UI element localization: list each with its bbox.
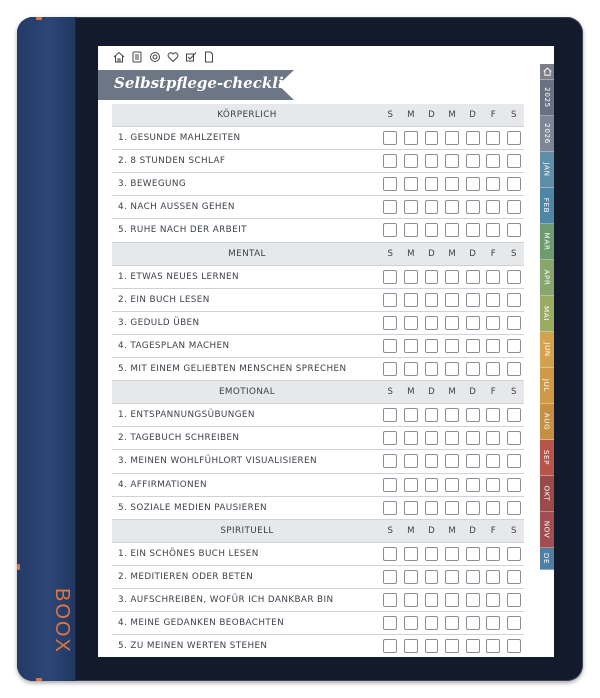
weekday-label: F — [490, 248, 496, 259]
day-checkbox[interactable] — [404, 570, 418, 584]
day-checkbox[interactable] — [425, 501, 439, 515]
day-checkbox[interactable] — [404, 547, 418, 561]
weekday-label: M — [448, 387, 456, 398]
day-checkbox[interactable] — [507, 339, 521, 353]
checklist-item-label: 1. GESUNDE MAHLZEITEN — [118, 133, 241, 144]
day-checkbox[interactable] — [383, 316, 397, 330]
day-checkbox[interactable] — [425, 547, 439, 561]
weekday-label: D — [428, 387, 435, 398]
day-checkbox[interactable] — [486, 454, 500, 468]
checklist-item-label: 2. 8 STUNDEN SCHLAF — [118, 156, 226, 167]
day-checkbox[interactable] — [383, 431, 397, 445]
weekday-label: D — [428, 110, 435, 120]
weekday-label: D — [469, 110, 476, 120]
day-checkbox[interactable] — [383, 200, 397, 214]
day-checkbox[interactable] — [445, 593, 459, 607]
day-checkbox[interactable] — [404, 293, 418, 307]
day-checkbox[interactable] — [404, 339, 418, 353]
checklist-row — [112, 612, 524, 635]
checklist-row — [112, 450, 524, 473]
day-checkbox[interactable] — [425, 316, 439, 330]
weekday-label: S — [511, 110, 517, 120]
day-checkbox[interactable] — [466, 131, 480, 145]
day-checkbox[interactable] — [507, 293, 521, 307]
checkbox-group — [380, 589, 524, 611]
day-checkbox[interactable] — [445, 316, 459, 330]
checkbox-group — [380, 173, 524, 195]
checklist-item-label: 4. AFFIRMATIONEN — [118, 479, 207, 490]
weekday-label: S — [511, 525, 517, 536]
checklist-row — [112, 635, 524, 657]
tab-label: AUG — [542, 412, 552, 431]
weekday-label: F — [490, 110, 496, 120]
day-checkbox[interactable] — [486, 570, 500, 584]
tab-label: MAI — [542, 305, 552, 322]
day-checkbox[interactable] — [425, 454, 439, 468]
weekday-label: D — [469, 248, 476, 259]
day-checkbox[interactable] — [466, 454, 480, 468]
day-checkbox[interactable] — [445, 431, 459, 445]
day-checkbox[interactable] — [383, 593, 397, 607]
checkbox-group — [380, 196, 524, 218]
day-checkbox[interactable] — [507, 454, 521, 468]
target-icon[interactable] — [148, 49, 162, 65]
day-checkbox[interactable] — [466, 408, 480, 422]
day-checkbox[interactable] — [425, 478, 439, 492]
day-checkbox[interactable] — [383, 362, 397, 376]
day-checkbox[interactable] — [466, 431, 480, 445]
day-checkbox[interactable] — [507, 154, 521, 168]
day-checkbox[interactable] — [425, 270, 439, 284]
weekday-label: M — [448, 525, 456, 536]
weekday-header — [380, 520, 524, 542]
checkbox-group — [380, 497, 524, 519]
day-checkbox[interactable] — [486, 154, 500, 168]
day-checkbox[interactable] — [425, 293, 439, 307]
day-checkbox[interactable] — [404, 154, 418, 168]
section-title: EMOTIONAL — [218, 387, 276, 398]
section-header — [112, 104, 524, 127]
day-checkbox[interactable] — [486, 408, 500, 422]
checklist-row — [112, 404, 524, 427]
day-checkbox[interactable] — [445, 270, 459, 284]
weekday-label: S — [387, 248, 394, 259]
day-checkbox[interactable] — [404, 478, 418, 492]
checkbox-group — [380, 266, 524, 288]
day-checkbox[interactable] — [383, 501, 397, 515]
checklist-row — [112, 196, 524, 219]
day-checkbox[interactable] — [486, 339, 500, 353]
cover-accent-middle — [17, 564, 20, 570]
tab-label: JAN — [542, 162, 552, 177]
checkbox-group — [380, 612, 524, 634]
day-checkbox[interactable] — [507, 593, 521, 607]
day-checkbox[interactable] — [507, 478, 521, 492]
day-checkbox[interactable] — [425, 339, 439, 353]
day-checkbox[interactable] — [404, 177, 418, 191]
section-title: MENTAL — [228, 248, 266, 259]
tab-jul[interactable] — [540, 368, 554, 404]
checkbox-group — [380, 450, 524, 472]
day-checkbox[interactable] — [466, 316, 480, 330]
weekday-header — [380, 104, 524, 126]
day-checkbox[interactable] — [383, 131, 397, 145]
weekday-label: M — [448, 110, 456, 120]
tab-label: JUN — [542, 342, 552, 357]
weekday-label: S — [511, 387, 517, 398]
day-checkbox[interactable] — [383, 408, 397, 422]
checklist-row — [112, 497, 524, 520]
section-header — [112, 381, 524, 404]
checklist-row — [112, 150, 524, 173]
checkbox-group — [380, 404, 524, 426]
checklist-table — [112, 104, 524, 657]
checkbox-group — [380, 289, 524, 311]
tab-label: 2025 — [542, 87, 552, 108]
day-checkbox[interactable] — [486, 547, 500, 561]
day-checkbox[interactable] — [507, 408, 521, 422]
weekday-label: D — [469, 387, 476, 398]
home-icon[interactable] — [112, 49, 126, 65]
weekday-label: D — [469, 525, 476, 536]
weekday-label: S — [387, 110, 394, 120]
day-checkbox[interactable] — [404, 316, 418, 330]
day-checkbox[interactable] — [445, 223, 459, 237]
weekday-label: S — [387, 387, 394, 398]
checklist-row — [112, 427, 524, 450]
checklist-item-label: 5. SOZIALE MEDIEN PAUSIEREN — [118, 502, 268, 513]
day-checkbox[interactable] — [425, 639, 439, 653]
day-checkbox[interactable] — [507, 570, 521, 584]
day-checkbox[interactable] — [425, 593, 439, 607]
weekday-label: F — [490, 525, 496, 536]
day-checkbox[interactable] — [445, 154, 459, 168]
checklist-row — [112, 127, 524, 150]
checklist-item-label: 5. RUHE NACH DER ARBEIT — [118, 225, 247, 236]
day-checkbox[interactable] — [486, 616, 500, 630]
tab-label: FEB — [542, 197, 552, 214]
weekday-label: S — [387, 525, 394, 536]
checkbox-group — [380, 335, 524, 357]
checkbox-group — [380, 427, 524, 449]
day-checkbox[interactable] — [507, 616, 521, 630]
checklist-row — [112, 266, 524, 289]
checklist-item-label: 2. MEDITIEREN ODER BETEN — [118, 571, 254, 582]
day-checkbox[interactable] — [383, 639, 397, 653]
day-checkbox[interactable] — [404, 200, 418, 214]
checklist-item-label: 3. MEINEN WOHLFÜHLORT VISUALISIEREN — [118, 456, 317, 467]
tab-feb[interactable] — [540, 188, 554, 224]
day-checkbox[interactable] — [507, 200, 521, 214]
day-checkbox[interactable] — [486, 270, 500, 284]
checklist-row — [112, 312, 524, 335]
checkbox-group — [380, 312, 524, 334]
weekday-label: D — [428, 248, 435, 259]
tab-2026[interactable] — [540, 116, 554, 152]
checklist-item-label: 3. AUFSCHREIBEN, WOFÜR ICH DANKBAR BIN — [118, 594, 334, 605]
checklist-item-label: 4. MEINE GEDANKEN BEOBACHTEN — [118, 618, 285, 629]
day-checkbox[interactable] — [383, 339, 397, 353]
day-checkbox[interactable] — [445, 547, 459, 561]
checklist-item-label: 4. NACH AUSSEN GEHEN — [118, 202, 235, 213]
day-checkbox[interactable] — [486, 639, 500, 653]
cover-accent-top — [36, 17, 42, 20]
checkbox-group — [380, 474, 524, 496]
checkbox-group — [380, 566, 524, 588]
weekday-header — [380, 243, 524, 265]
day-checkbox[interactable] — [445, 501, 459, 515]
checklist-row — [112, 543, 524, 566]
checkbox-group — [380, 543, 524, 565]
day-checkbox[interactable] — [486, 223, 500, 237]
checklist-item-label: 2. EIN BUCH LESEN — [118, 294, 210, 305]
toolbar — [112, 49, 216, 65]
checkbox-group — [380, 635, 524, 657]
list-icon[interactable] — [130, 49, 144, 65]
checkbox-group — [380, 127, 524, 149]
checklist-item-label: 5. ZU MEINEN WERTEN STEHEN — [118, 641, 268, 652]
day-checkbox[interactable] — [404, 362, 418, 376]
day-checkbox[interactable] — [404, 454, 418, 468]
day-checkbox[interactable] — [383, 293, 397, 307]
tab-label: JUL — [542, 378, 552, 393]
checklist-item-label: 1. EIN SCHÖNES BUCH LESEN — [118, 548, 259, 559]
day-checkbox[interactable] — [466, 616, 480, 630]
day-checkbox[interactable] — [466, 362, 480, 376]
day-checkbox[interactable] — [383, 570, 397, 584]
tab-label: SEP — [542, 449, 552, 466]
weekday-label: S — [511, 248, 517, 259]
day-checkbox[interactable] — [486, 177, 500, 191]
tab-2025[interactable] — [540, 80, 554, 116]
day-checkbox[interactable] — [466, 593, 480, 607]
checklist-item-label: 3. BEWEGUNG — [118, 179, 187, 190]
checklist-item-label: 3. GEDULD ÜBEN — [118, 317, 200, 328]
checkbox-group — [380, 358, 524, 380]
day-checkbox[interactable] — [466, 177, 480, 191]
day-checkbox[interactable] — [445, 177, 459, 191]
checklist-row — [112, 589, 524, 612]
day-checkbox[interactable] — [445, 454, 459, 468]
day-checkbox[interactable] — [507, 431, 521, 445]
checklist-row — [112, 219, 524, 242]
day-checkbox[interactable] — [507, 270, 521, 284]
day-checkbox[interactable] — [404, 616, 418, 630]
checklist-row — [112, 335, 524, 358]
tab-label: NOV — [542, 520, 552, 539]
day-checkbox[interactable] — [507, 131, 521, 145]
section-header — [112, 520, 524, 543]
day-checkbox[interactable] — [445, 362, 459, 376]
day-checkbox[interactable] — [383, 177, 397, 191]
day-checkbox[interactable] — [383, 616, 397, 630]
day-checkbox[interactable] — [507, 639, 521, 653]
day-checkbox[interactable] — [445, 639, 459, 653]
weekday-label: M — [407, 110, 415, 120]
day-checkbox[interactable] — [404, 270, 418, 284]
day-checkbox[interactable] — [486, 431, 500, 445]
day-checkbox[interactable] — [425, 616, 439, 630]
document-icon[interactable] — [202, 49, 216, 65]
weekday-label: F — [490, 387, 496, 398]
day-checkbox[interactable] — [445, 408, 459, 422]
day-checkbox[interactable] — [383, 454, 397, 468]
day-checkbox[interactable] — [466, 478, 480, 492]
day-checkbox[interactable] — [507, 177, 521, 191]
section-title: KÖRPERLICH — [217, 110, 277, 120]
heart-icon[interactable] — [166, 49, 180, 65]
section-header — [112, 243, 524, 266]
day-checkbox[interactable] — [445, 478, 459, 492]
weekday-header — [380, 381, 524, 403]
checklist-item-label: 4. TAGESPLAN MACHEN — [118, 340, 230, 351]
day-checkbox[interactable] — [445, 293, 459, 307]
day-checkbox[interactable] — [404, 593, 418, 607]
side-tab-bar — [540, 64, 554, 657]
day-checkbox[interactable] — [404, 431, 418, 445]
day-checkbox[interactable] — [486, 131, 500, 145]
checklist-item-label: 1. ENTSPANNUNGSÜBUNGEN — [118, 410, 255, 421]
day-checkbox[interactable] — [383, 547, 397, 561]
day-checkbox[interactable] — [486, 478, 500, 492]
day-checkbox[interactable] — [486, 501, 500, 515]
checklist-row — [112, 173, 524, 196]
weekday-label: M — [407, 248, 415, 259]
page-title: Selbstpflege-checkliste — [114, 74, 309, 92]
day-checkbox[interactable] — [383, 270, 397, 284]
checklist-row — [112, 289, 524, 312]
day-checkbox[interactable] — [425, 177, 439, 191]
weekday-label: M — [407, 387, 415, 398]
screen — [98, 46, 554, 657]
device-cover — [17, 17, 76, 681]
day-checkbox[interactable] — [466, 339, 480, 353]
tab-nov[interactable] — [540, 512, 554, 548]
day-checkbox[interactable] — [466, 570, 480, 584]
day-checkbox[interactable] — [425, 362, 439, 376]
weekday-label: M — [448, 248, 456, 259]
day-checkbox[interactable] — [404, 501, 418, 515]
day-checkbox[interactable] — [445, 200, 459, 214]
day-checkbox[interactable] — [445, 339, 459, 353]
day-checkbox[interactable] — [466, 154, 480, 168]
checkbox-group — [380, 150, 524, 172]
day-checkbox[interactable] — [466, 223, 480, 237]
tab-de[interactable] — [540, 548, 554, 570]
checkbox-icon[interactable] — [184, 49, 198, 65]
day-checkbox[interactable] — [383, 478, 397, 492]
day-checkbox[interactable] — [425, 154, 439, 168]
day-checkbox[interactable] — [486, 316, 500, 330]
checklist-row — [112, 358, 524, 381]
day-checkbox[interactable] — [425, 408, 439, 422]
tab-label: DE — [542, 552, 552, 565]
day-checkbox[interactable] — [445, 570, 459, 584]
weekday-label: M — [407, 525, 415, 536]
day-checkbox[interactable] — [466, 501, 480, 515]
day-checkbox[interactable] — [425, 200, 439, 214]
day-checkbox[interactable] — [383, 154, 397, 168]
day-checkbox[interactable] — [466, 639, 480, 653]
day-checkbox[interactable] — [507, 547, 521, 561]
tab-mar[interactable] — [540, 224, 554, 260]
day-checkbox[interactable] — [425, 223, 439, 237]
day-checkbox[interactable] — [445, 131, 459, 145]
day-checkbox[interactable] — [466, 293, 480, 307]
day-checkbox[interactable] — [466, 547, 480, 561]
day-checkbox[interactable] — [507, 223, 521, 237]
checkbox-group — [380, 219, 524, 241]
tab-aug[interactable] — [540, 404, 554, 440]
home-icon — [543, 67, 552, 76]
day-checkbox[interactable] — [466, 200, 480, 214]
checklist-row — [112, 474, 524, 497]
day-checkbox[interactable] — [404, 639, 418, 653]
day-checkbox[interactable] — [466, 270, 480, 284]
day-checkbox[interactable] — [486, 593, 500, 607]
day-checkbox[interactable] — [445, 616, 459, 630]
day-checkbox[interactable] — [425, 431, 439, 445]
tab-sep[interactable] — [540, 440, 554, 476]
day-checkbox[interactable] — [507, 362, 521, 376]
checklist-row — [112, 566, 524, 589]
tab-label: OKT — [542, 485, 552, 502]
day-checkbox[interactable] — [486, 362, 500, 376]
tab-jan[interactable] — [540, 152, 554, 188]
weekday-label: D — [428, 525, 435, 536]
tab-label: APR — [542, 269, 552, 286]
tab-home[interactable] — [540, 64, 554, 80]
day-checkbox[interactable] — [383, 223, 397, 237]
day-checkbox[interactable] — [486, 293, 500, 307]
section-title: SPIRITUELL — [220, 525, 274, 536]
tab-okt[interactable] — [540, 476, 554, 512]
checklist-item-label: 5. MIT EINEM GELIEBTEN MENSCHEN SPRECHEN — [118, 364, 347, 375]
tab-jun[interactable] — [540, 332, 554, 368]
tab-label: 2026 — [542, 123, 552, 144]
tab-label: MAR — [542, 232, 552, 251]
tab-mai[interactable] — [540, 296, 554, 332]
day-checkbox[interactable] — [404, 408, 418, 422]
day-checkbox[interactable] — [404, 131, 418, 145]
day-checkbox[interactable] — [425, 131, 439, 145]
day-checkbox[interactable] — [404, 223, 418, 237]
day-checkbox[interactable] — [486, 200, 500, 214]
day-checkbox[interactable] — [507, 316, 521, 330]
checklist-item-label: 2. TAGEBUCH SCHREIBEN — [118, 433, 240, 444]
checklist-item-label: 1. ETWAS NEUES LERNEN — [118, 271, 239, 282]
day-checkbox[interactable] — [425, 570, 439, 584]
brand-logo: BOOX — [51, 588, 73, 654]
tab-apr[interactable] — [540, 260, 554, 296]
day-checkbox[interactable] — [507, 501, 521, 515]
cover-accent-bottom — [36, 678, 42, 681]
